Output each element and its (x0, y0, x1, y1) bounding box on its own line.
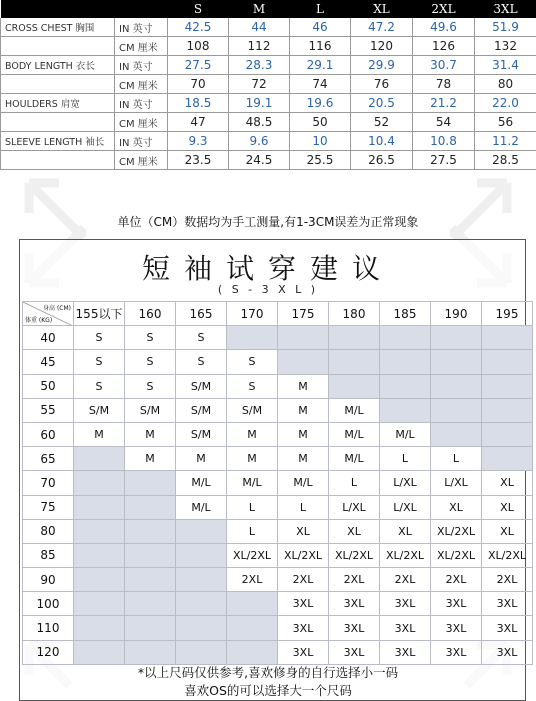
measurement-value: 19.6 (290, 94, 351, 113)
fit-size-cell: XL/2XL (227, 543, 278, 567)
weight-row (23, 495, 533, 519)
measurement-label: SLEEVE LENGTH 袖长 (1, 132, 115, 151)
measurement-caption: 单位（CM）数据均为手工测量,有1-3CM误差为正常现象 (0, 213, 536, 230)
size-table-row (1, 37, 536, 56)
size-table-row (1, 113, 536, 132)
weight-label: 70 (23, 471, 74, 495)
height-header-cell: 195 (482, 302, 533, 326)
fit-size-cell: M (227, 422, 278, 446)
measurement-value: 24.5 (229, 151, 290, 170)
empty-fit-cell (380, 350, 431, 374)
measurement-value: 116 (290, 37, 351, 56)
empty-fit-cell (278, 350, 329, 374)
weight-label: 80 (23, 519, 74, 543)
empty-fit-cell (176, 616, 227, 640)
unit-label: IN 英寸 (115, 18, 168, 37)
fit-size-cell: XL/2XL (380, 543, 431, 567)
unit-label: CM 厘米 (115, 37, 168, 56)
empty-fit-cell (125, 495, 176, 519)
size-header-cell: S (168, 0, 229, 18)
size-header-cell: M (229, 0, 290, 18)
measurement-value: 42.5 (168, 18, 229, 37)
fit-size-cell: XL (431, 495, 482, 519)
measurement-label: BODY LENGTH 衣长 (1, 56, 115, 75)
fit-note-line-1: *以上尺码仅供参考,喜欢修身的自行选择小一码 (0, 663, 536, 681)
empty-fit-cell (74, 519, 125, 543)
measurement-value: 9.3 (168, 132, 229, 151)
measurement-value: 29.9 (351, 56, 413, 75)
fit-size-cell: L (431, 447, 482, 471)
fit-size-cell: M/L (329, 398, 380, 422)
fit-size-cell: 3XL (482, 616, 533, 640)
weight-row (23, 374, 533, 398)
fit-size-cell: 3XL (431, 640, 482, 664)
unit-label: CM 厘米 (115, 113, 168, 132)
fit-size-cell: M/L (329, 422, 380, 446)
fit-recommendation-table (22, 301, 533, 665)
measurement-value: 54 (413, 113, 475, 132)
weight-row (23, 640, 533, 664)
measurement-value: 76 (351, 75, 413, 94)
fit-size-cell: XL (482, 519, 533, 543)
height-header-cell: 170 (227, 302, 278, 326)
fit-size-cell: 3XL (482, 592, 533, 616)
fit-size-cell: M/L (278, 471, 329, 495)
corner-weight-label: 体重 (KG) (25, 315, 52, 324)
empty-fit-cell (176, 568, 227, 592)
measurement-value: 19.1 (229, 94, 290, 113)
fit-size-cell: M/L (176, 495, 227, 519)
measurement-value: 30.7 (413, 56, 475, 75)
measurement-value: 50 (290, 113, 351, 132)
fit-size-cell: 3XL (380, 616, 431, 640)
weight-label: 100 (23, 592, 74, 616)
measurement-value: 18.5 (168, 94, 229, 113)
fit-size-cell: L/XL (431, 471, 482, 495)
fit-size-cell: XL/2XL (431, 519, 482, 543)
measurement-value: 31.4 (475, 56, 536, 75)
weight-label: 60 (23, 422, 74, 446)
empty-fit-cell (125, 471, 176, 495)
weight-label: 40 (23, 326, 74, 350)
fit-size-cell: 3XL (329, 592, 380, 616)
empty-fit-cell (74, 495, 125, 519)
weight-label: 50 (23, 374, 74, 398)
empty-fit-cell (380, 374, 431, 398)
fit-size-cell: XL (278, 519, 329, 543)
fit-size-cell: XL (380, 519, 431, 543)
measurement-value: 46 (290, 18, 351, 37)
measurement-value: 10.4 (351, 132, 413, 151)
empty-fit-cell (125, 568, 176, 592)
weight-row (23, 422, 533, 446)
measurement-value: 70 (168, 75, 229, 94)
fit-size-cell: S (227, 350, 278, 374)
measurement-value: 112 (229, 37, 290, 56)
unit-label: IN 英寸 (115, 94, 168, 113)
fit-size-cell: M (278, 447, 329, 471)
empty-fit-cell (380, 326, 431, 350)
fit-size-cell: 2XL (431, 568, 482, 592)
measurement-value: 108 (168, 37, 229, 56)
height-header-cell: 165 (176, 302, 227, 326)
measurement-label (1, 37, 115, 56)
fit-recommendation-size-range: ( S - 3 X L ) (0, 283, 536, 296)
measurement-value: 72 (229, 75, 290, 94)
fit-size-cell: M (74, 422, 125, 446)
fit-recommendation-title: 短袖试穿建议 (0, 247, 536, 287)
weight-label: 55 (23, 398, 74, 422)
empty-fit-cell (176, 592, 227, 616)
weight-row (23, 616, 533, 640)
measurement-label (1, 151, 115, 170)
empty-fit-cell (380, 398, 431, 422)
fit-size-cell: XL/2XL (431, 543, 482, 567)
empty-fit-cell (431, 326, 482, 350)
weight-label: 85 (23, 543, 74, 567)
measurement-value: 11.2 (475, 132, 536, 151)
fit-size-cell: 2XL (329, 568, 380, 592)
fit-size-cell: L (227, 495, 278, 519)
height-header-row (23, 302, 533, 326)
fit-size-cell: S (176, 350, 227, 374)
measurement-value: 9.6 (229, 132, 290, 151)
size-header-row (1, 0, 536, 18)
size-table-row (1, 75, 536, 94)
fit-size-cell: 2XL (227, 568, 278, 592)
empty-fit-cell (431, 422, 482, 446)
fit-size-cell: 3XL (329, 640, 380, 664)
measurement-value: 21.2 (413, 94, 475, 113)
fit-size-cell: 3XL (329, 616, 380, 640)
empty-fit-cell (431, 350, 482, 374)
fit-size-cell: S/M (176, 374, 227, 398)
fit-size-cell: M (125, 447, 176, 471)
fit-size-cell: XL (329, 519, 380, 543)
fit-size-cell: S (74, 350, 125, 374)
size-table-row (1, 151, 536, 170)
empty-fit-cell (431, 398, 482, 422)
fit-size-cell: S/M (227, 398, 278, 422)
weight-row (23, 471, 533, 495)
fit-size-cell: M (125, 422, 176, 446)
measurement-value: 49.6 (413, 18, 475, 37)
size-table-row (1, 94, 536, 113)
empty-fit-cell (227, 616, 278, 640)
fit-size-cell: 3XL (380, 640, 431, 664)
measurement-label (1, 113, 115, 132)
empty-fit-cell (125, 519, 176, 543)
weight-label: 110 (23, 616, 74, 640)
measurement-value: 22.0 (475, 94, 536, 113)
empty-fit-cell (482, 422, 533, 446)
empty-fit-cell (125, 640, 176, 664)
empty-fit-cell (74, 568, 125, 592)
empty-fit-cell (74, 592, 125, 616)
fit-size-cell: XL/2XL (278, 543, 329, 567)
measurement-value: 132 (475, 37, 536, 56)
fit-size-cell: 3XL (431, 616, 482, 640)
fit-size-cell: L/XL (329, 495, 380, 519)
measurement-label (1, 75, 115, 94)
measurement-value: 51.9 (475, 18, 536, 37)
unit-label: CM 厘米 (115, 151, 168, 170)
unit-label: IN 英寸 (115, 56, 168, 75)
fit-note-line-2: 喜欢OS的可以选择大一个尺码 (0, 681, 536, 699)
measurement-value: 10.8 (413, 132, 475, 151)
measurement-value: 26.5 (351, 151, 413, 170)
fit-size-cell: L/XL (380, 471, 431, 495)
empty-fit-cell (176, 543, 227, 567)
fit-size-cell: M/L (380, 422, 431, 446)
empty-fit-cell (431, 374, 482, 398)
fit-size-cell: S/M (74, 398, 125, 422)
fit-size-cell: 3XL (278, 640, 329, 664)
unit-label: CM 厘米 (115, 75, 168, 94)
size-table-row (1, 18, 536, 37)
empty-fit-cell (125, 543, 176, 567)
size-table-row (1, 56, 536, 75)
fit-size-cell: XL/2XL (482, 543, 533, 567)
height-header-cell: 155以下 (74, 302, 125, 326)
size-table-row (1, 132, 536, 151)
measurement-value: 28.3 (229, 56, 290, 75)
empty-fit-cell (74, 447, 125, 471)
empty-fit-cell (482, 350, 533, 374)
size-header-blank (1, 0, 115, 18)
fit-size-cell: 3XL (431, 592, 482, 616)
empty-fit-cell (329, 350, 380, 374)
height-header-cell: 175 (278, 302, 329, 326)
empty-fit-cell (227, 592, 278, 616)
empty-fit-cell (482, 374, 533, 398)
empty-fit-cell (125, 616, 176, 640)
size-header-cell: 2XL (413, 0, 475, 18)
size-header-blank (115, 0, 168, 18)
fit-size-cell: S (125, 326, 176, 350)
measurement-value: 78 (413, 75, 475, 94)
fit-size-cell: M (278, 422, 329, 446)
empty-fit-cell (176, 640, 227, 664)
empty-fit-cell (329, 326, 380, 350)
unit-label: IN 英寸 (115, 132, 168, 151)
measurement-label: HOULDERS 肩宽 (1, 94, 115, 113)
weight-row (23, 447, 533, 471)
measurement-value: 80 (475, 75, 536, 94)
fit-size-cell: XL/2XL (329, 543, 380, 567)
empty-fit-cell (125, 592, 176, 616)
fit-size-cell: S (74, 374, 125, 398)
size-header-cell: 3XL (475, 0, 536, 18)
fit-size-cell: XL (482, 471, 533, 495)
fit-size-cell: 2XL (380, 568, 431, 592)
weight-row (23, 350, 533, 374)
size-table-body (1, 18, 536, 170)
measurement-value: 47.2 (351, 18, 413, 37)
empty-fit-cell (227, 640, 278, 664)
fit-size-cell: L (278, 495, 329, 519)
weight-row (23, 592, 533, 616)
weight-label: 45 (23, 350, 74, 374)
empty-fit-cell (74, 616, 125, 640)
measurement-value: 25.5 (290, 151, 351, 170)
fit-size-cell: S/M (125, 398, 176, 422)
fit-size-cell: 3XL (482, 640, 533, 664)
empty-fit-cell (482, 447, 533, 471)
weight-label: 65 (23, 447, 74, 471)
fit-size-cell: 3XL (380, 592, 431, 616)
fit-size-cell: 2XL (482, 568, 533, 592)
weight-row (23, 326, 533, 350)
size-header-cell: XL (351, 0, 413, 18)
measurement-value: 56 (475, 113, 536, 132)
fit-size-cell: M/L (227, 471, 278, 495)
measurement-value: 48.5 (229, 113, 290, 132)
height-header-cell: 185 (380, 302, 431, 326)
fit-size-cell: S/M (176, 398, 227, 422)
measurement-value: 44 (229, 18, 290, 37)
empty-fit-cell (74, 543, 125, 567)
height-header-cell: 160 (125, 302, 176, 326)
fit-size-cell: S/M (176, 422, 227, 446)
measurement-value: 27.5 (168, 56, 229, 75)
empty-fit-cell (329, 374, 380, 398)
weight-row (23, 543, 533, 567)
empty-fit-cell (278, 326, 329, 350)
size-chart-table (0, 0, 536, 170)
measurement-value: 23.5 (168, 151, 229, 170)
weight-label: 90 (23, 568, 74, 592)
measurement-value: 120 (351, 37, 413, 56)
fit-size-cell: M (278, 398, 329, 422)
fit-size-cell: M/L (329, 447, 380, 471)
weight-row (23, 568, 533, 592)
corner-height-label: 身高 (CM) (43, 303, 71, 312)
weight-label: 75 (23, 495, 74, 519)
fit-size-cell: S (227, 374, 278, 398)
fit-size-cell: L (329, 471, 380, 495)
fit-size-cell: M/L (176, 471, 227, 495)
fit-size-cell: L/XL (380, 495, 431, 519)
fit-size-cell: M (278, 374, 329, 398)
measurement-value: 28.5 (475, 151, 536, 170)
size-header-cell: L (290, 0, 351, 18)
fit-size-cell: M (227, 447, 278, 471)
weight-row (23, 519, 533, 543)
measurement-value: 10 (290, 132, 351, 151)
empty-fit-cell (176, 519, 227, 543)
empty-fit-cell (74, 640, 125, 664)
fit-size-cell: S (125, 374, 176, 398)
fit-size-cell: S (125, 350, 176, 374)
fit-size-cell: L (380, 447, 431, 471)
measurement-value: 126 (413, 37, 475, 56)
fit-size-cell: S (176, 326, 227, 350)
measurement-value: 47 (168, 113, 229, 132)
height-header-cell: 180 (329, 302, 380, 326)
height-header-cell: 190 (431, 302, 482, 326)
fit-size-cell: 2XL (278, 568, 329, 592)
fit-size-cell: XL (482, 495, 533, 519)
fit-size-cell: M (176, 447, 227, 471)
fit-size-cell: 3XL (278, 592, 329, 616)
empty-fit-cell (227, 326, 278, 350)
fit-size-cell: S (74, 326, 125, 350)
measurement-value: 52 (351, 113, 413, 132)
measurement-label: CROSS CHEST 胸围 (1, 18, 115, 37)
fit-size-cell: L (227, 519, 278, 543)
measurement-value: 74 (290, 75, 351, 94)
measurement-value: 29.1 (290, 56, 351, 75)
fit-size-cell: 3XL (278, 616, 329, 640)
measurement-value: 27.5 (413, 151, 475, 170)
weight-row (23, 398, 533, 422)
weight-label: 120 (23, 640, 74, 664)
height-weight-corner (23, 302, 74, 326)
empty-fit-cell (482, 398, 533, 422)
empty-fit-cell (482, 326, 533, 350)
fit-table-body (23, 302, 533, 665)
measurement-value: 20.5 (351, 94, 413, 113)
empty-fit-cell (74, 471, 125, 495)
